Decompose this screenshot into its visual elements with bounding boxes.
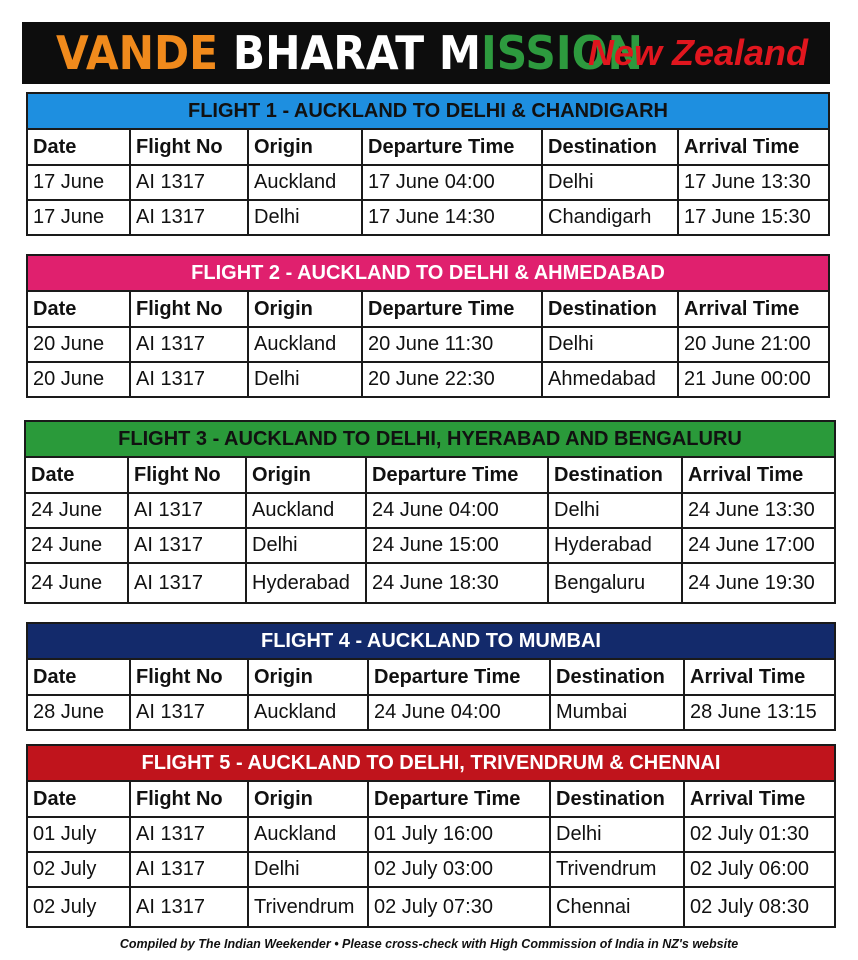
cell-arrival: 02 July 01:30 <box>684 817 834 852</box>
col-date: Date <box>28 782 130 817</box>
table-row <box>28 327 828 362</box>
cell-departure: 20 June 22:30 <box>362 362 542 396</box>
cell-arrival: 02 July 06:00 <box>684 852 834 887</box>
cell-origin: Delhi <box>248 852 368 887</box>
header-row <box>28 782 834 817</box>
flight-3-table <box>24 420 836 604</box>
cell-date: 24 June <box>26 528 128 563</box>
cell-origin: Auckland <box>248 695 368 729</box>
cell-origin: Delhi <box>246 528 366 563</box>
col-departure: Departure Time <box>368 660 550 695</box>
cell-arrival: 24 June 17:00 <box>682 528 834 563</box>
col-arrival: Arrival Time <box>684 782 834 817</box>
col-departure: Departure Time <box>368 782 550 817</box>
cell-arrival: 21 June 00:00 <box>678 362 828 396</box>
cell-origin: Auckland <box>248 327 362 362</box>
cell-destination: Hyderabad <box>548 528 682 563</box>
cell-date: 02 July <box>28 887 130 926</box>
cell-flight-no: AI 1317 <box>130 200 248 234</box>
flight-1-table <box>26 92 830 236</box>
col-flight-no: Flight No <box>130 130 248 165</box>
cell-departure: 17 June 14:30 <box>362 200 542 234</box>
cell-destination: Trivendrum <box>550 852 684 887</box>
cell-arrival: 17 June 13:30 <box>678 165 828 200</box>
cell-date: 20 June <box>28 362 130 396</box>
flight-5-grid <box>28 782 834 926</box>
cell-date: 17 June <box>28 165 130 200</box>
cell-date: 01 July <box>28 817 130 852</box>
col-date: Date <box>28 130 130 165</box>
flight-5-header: FLIGHT 5 - AUCKLAND TO DELHI, TRIVENDRUM & CHENNAI <box>28 746 834 782</box>
cell-flight-no: AI 1317 <box>130 327 248 362</box>
flight-1-grid <box>28 130 828 234</box>
table-row <box>28 165 828 200</box>
flight-5-table <box>26 744 836 928</box>
col-date: Date <box>26 458 128 493</box>
cell-date: 24 June <box>26 493 128 528</box>
col-departure: Departure Time <box>366 458 548 493</box>
cell-flight-no: AI 1317 <box>130 887 248 926</box>
cell-date: 17 June <box>28 200 130 234</box>
cell-arrival: 20 June 21:00 <box>678 327 828 362</box>
cell-flight-no: AI 1317 <box>130 165 248 200</box>
cell-destination: Delhi <box>548 493 682 528</box>
cell-destination: Delhi <box>542 165 678 200</box>
col-origin: Origin <box>248 782 368 817</box>
cell-destination: Mumbai <box>550 695 684 729</box>
cell-date: 20 June <box>28 327 130 362</box>
flight-1-header: FLIGHT 1 - AUCKLAND TO DELHI & CHANDIGARH <box>28 94 828 130</box>
table-row <box>28 852 834 887</box>
table-row <box>28 887 834 926</box>
cell-flight-no: AI 1317 <box>130 817 248 852</box>
footer-note: Compiled by The Indian Weekender • Please cross-check with High Commission of India in NZ's website <box>119 937 739 951</box>
cell-departure: 24 June 18:30 <box>366 563 548 602</box>
table-row <box>28 200 828 234</box>
flight-2-grid <box>28 292 828 396</box>
col-destination: Destination <box>550 782 684 817</box>
header-row <box>28 292 828 327</box>
col-departure: Departure Time <box>362 292 542 327</box>
col-origin: Origin <box>246 458 366 493</box>
cell-flight-no: AI 1317 <box>130 362 248 396</box>
cell-arrival: 28 June 13:15 <box>684 695 834 729</box>
col-origin: Origin <box>248 660 368 695</box>
col-flight-no: Flight No <box>130 292 248 327</box>
cell-destination: Chandigarh <box>542 200 678 234</box>
flight-4-table <box>26 622 836 731</box>
cell-destination: Chennai <box>550 887 684 926</box>
col-destination: Destination <box>542 292 678 327</box>
table-row <box>26 493 834 528</box>
cell-date: 24 June <box>26 563 128 602</box>
cell-arrival: 24 June 19:30 <box>682 563 834 602</box>
cell-departure: 20 June 11:30 <box>362 327 542 362</box>
cell-origin: Hyderabad <box>246 563 366 602</box>
table-row <box>28 817 834 852</box>
cell-flight-no: AI 1317 <box>128 528 246 563</box>
col-flight-no: Flight No <box>128 458 246 493</box>
banner-title-part2: BHARAT M <box>232 26 482 80</box>
cell-origin: Trivendrum <box>248 887 368 926</box>
col-arrival: Arrival Time <box>682 458 834 493</box>
flight-2-header: FLIGHT 2 - AUCKLAND TO DELHI & AHMEDABAD <box>28 256 828 292</box>
cell-origin: Auckland <box>248 817 368 852</box>
cell-origin: Auckland <box>248 165 362 200</box>
table-row <box>28 362 828 396</box>
col-destination: Destination <box>548 458 682 493</box>
header-row <box>26 458 834 493</box>
cell-departure: 02 July 07:30 <box>368 887 550 926</box>
col-destination: Destination <box>550 660 684 695</box>
col-destination: Destination <box>542 130 678 165</box>
flight-3-header: FLIGHT 3 - AUCKLAND TO DELHI, HYERABAD AND BENGALURU <box>26 422 834 458</box>
col-arrival: Arrival Time <box>684 660 834 695</box>
banner-subtitle: New Zealand <box>587 32 808 73</box>
flight-4-header: FLIGHT 4 - AUCKLAND TO MUMBAI <box>28 624 834 660</box>
cell-origin: Delhi <box>248 362 362 396</box>
flight-2-table <box>26 254 830 398</box>
cell-destination: Bengaluru <box>548 563 682 602</box>
cell-destination: Delhi <box>542 327 678 362</box>
cell-departure: 24 June 04:00 <box>366 493 548 528</box>
cell-flight-no: AI 1317 <box>130 852 248 887</box>
col-date: Date <box>28 660 130 695</box>
col-origin: Origin <box>248 292 362 327</box>
flight-4-grid <box>28 660 834 729</box>
cell-departure: 17 June 04:00 <box>362 165 542 200</box>
header-row <box>28 130 828 165</box>
cell-arrival: 17 June 15:30 <box>678 200 828 234</box>
cell-date: 02 July <box>28 852 130 887</box>
banner-title-part3: ISSION <box>481 26 643 80</box>
col-arrival: Arrival Time <box>678 130 828 165</box>
cell-origin: Delhi <box>248 200 362 234</box>
banner-title-part1: VANDE <box>56 26 233 80</box>
cell-flight-no: AI 1317 <box>128 563 246 602</box>
col-flight-no: Flight No <box>130 782 248 817</box>
cell-departure: 24 June 15:00 <box>366 528 548 563</box>
cell-date: 28 June <box>28 695 130 729</box>
cell-origin: Auckland <box>246 493 366 528</box>
cell-arrival: 24 June 13:30 <box>682 493 834 528</box>
cell-departure: 02 July 03:00 <box>368 852 550 887</box>
col-departure: Departure Time <box>362 130 542 165</box>
cell-departure: 01 July 16:00 <box>368 817 550 852</box>
flight-3-grid <box>26 458 834 602</box>
header-row <box>28 660 834 695</box>
table-row <box>26 563 834 602</box>
cell-flight-no: AI 1317 <box>128 493 246 528</box>
col-flight-no: Flight No <box>130 660 248 695</box>
cell-destination: Delhi <box>550 817 684 852</box>
title-banner <box>22 22 830 84</box>
cell-flight-no: AI 1317 <box>130 695 248 729</box>
table-row <box>28 695 834 729</box>
col-origin: Origin <box>248 130 362 165</box>
table-row <box>26 528 834 563</box>
cell-destination: Ahmedabad <box>542 362 678 396</box>
col-arrival: Arrival Time <box>678 292 828 327</box>
cell-departure: 24 June 04:00 <box>368 695 550 729</box>
cell-arrival: 02 July 08:30 <box>684 887 834 926</box>
col-date: Date <box>28 292 130 327</box>
banner-title <box>56 26 643 80</box>
